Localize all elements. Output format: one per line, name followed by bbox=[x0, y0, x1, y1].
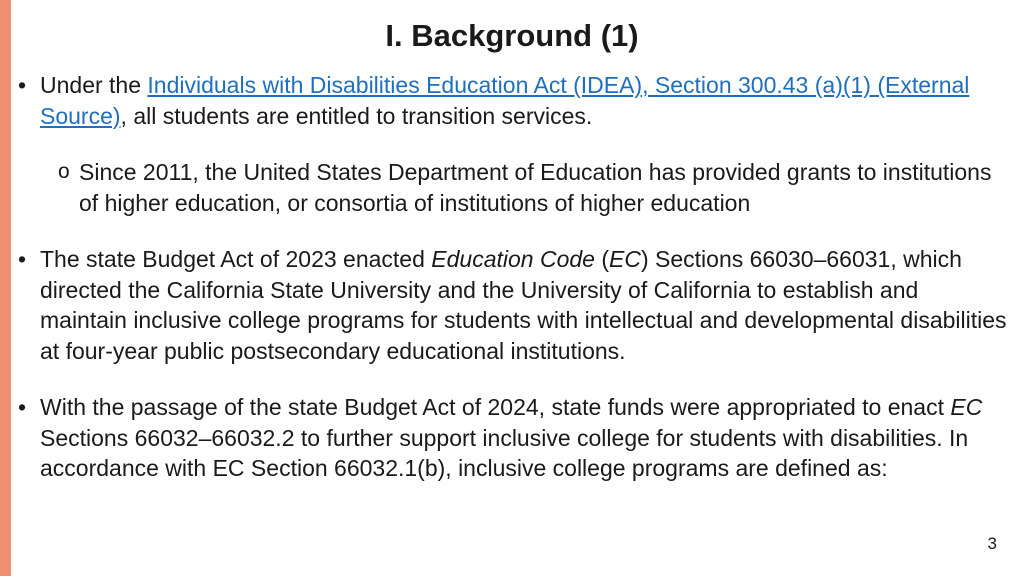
slide-content bbox=[18, 70, 1008, 484]
ec-italic: EC bbox=[950, 394, 983, 420]
bullet-text bbox=[18, 70, 1008, 131]
accent-side-bar bbox=[0, 0, 11, 576]
text-segment: ) Sections 66030–66031, which directed the California State University and the University of California to establish and maintain inclusive college programs for students with intellectual and developmental disabilities at four-year public postsecondary educational institutions. bbox=[40, 246, 1007, 364]
bullet-prefix: Under the bbox=[40, 72, 148, 98]
education-code-italic: Education Code bbox=[431, 246, 595, 272]
bullet-idea bbox=[18, 70, 1008, 131]
bullet-marker: • bbox=[18, 246, 27, 272]
sub-bullet-marker: o bbox=[58, 160, 70, 183]
ec-italic: EC bbox=[609, 246, 641, 272]
bullet-suffix: , all students are entitled to transition services. bbox=[120, 102, 593, 129]
bullet-budget-2024 bbox=[18, 392, 1008, 484]
sub-bullet-grants bbox=[18, 157, 1008, 218]
bullet-marker: • bbox=[18, 394, 27, 420]
idea-external-link[interactable]: Individuals with Disabilities Education Act (IDEA), Section 300.43 (a)(1) (External Source) bbox=[40, 72, 970, 129]
bullet-budget-2023 bbox=[18, 244, 1008, 366]
page-number: 3 bbox=[987, 534, 997, 553]
text-segment: With the passage of the state Budget Act of 2024, state funds were appropriated to enact bbox=[40, 394, 951, 420]
text-segment: Sections 66032–66032.2 to further support inclusive college for students with disabilities. In accordance with EC Section 66032.1(b), inclusive college programs are defined as: bbox=[40, 424, 969, 481]
text-segment: The state Budget Act of 2023 enacted bbox=[40, 246, 432, 272]
text-segment: ( bbox=[594, 246, 610, 272]
sub-bullet-text: Since 2011, the United States Department of Education has provided grants to institutions of higher education, or consortia of institutions of higher education bbox=[79, 159, 992, 216]
bullet-marker: • bbox=[18, 72, 27, 98]
slide-title: I. Background (1) bbox=[385, 18, 639, 53]
bullet-text bbox=[18, 244, 1008, 366]
bullet-text bbox=[18, 392, 1008, 484]
